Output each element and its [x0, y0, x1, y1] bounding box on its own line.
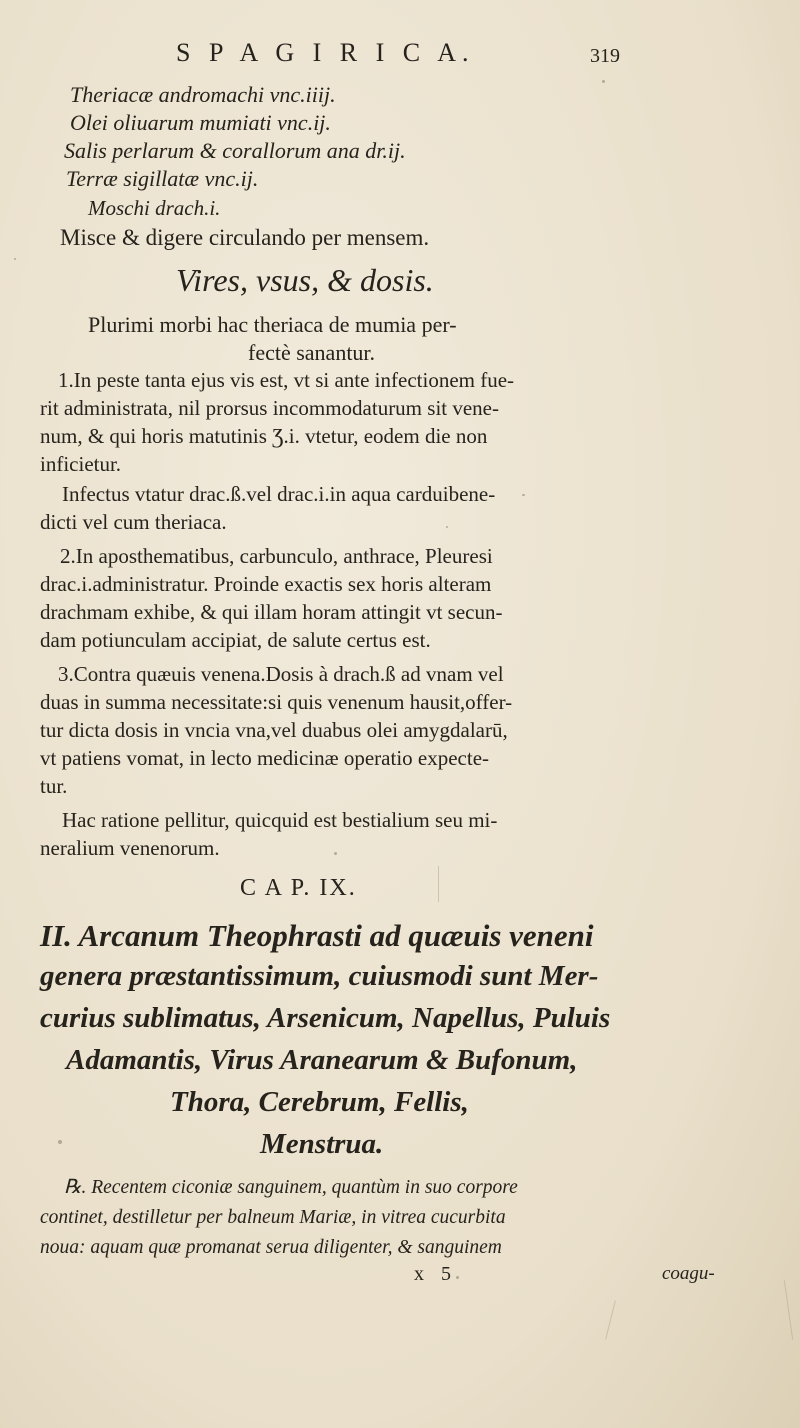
paper-speck: [446, 526, 448, 528]
body-line: dicti vel cum theriaca.: [40, 510, 227, 534]
section-title: Vires, vsus, & dosis.: [176, 262, 434, 298]
body-line: dam potiunculam accipiat, de salute certus est.: [40, 628, 431, 652]
body-line: neralium venenorum.: [40, 836, 220, 860]
recipe-line: Moschi drach.i.: [88, 196, 221, 220]
body-line: 3.Contra quæuis venena.Dosis à drach.ß ad vnam vel: [58, 662, 504, 686]
chapter-label: C A P. IX.: [240, 875, 357, 901]
body-line: Infectus vtatur drac.ß.vel drac.i.in aqua carduibene-: [62, 482, 496, 506]
running-title: S P A G I R I C A.: [176, 38, 475, 67]
paper-speck: [456, 1276, 459, 1279]
body-line: Plurimi morbi hac theriaca de mumia per-: [88, 312, 457, 337]
paper-speck: [334, 852, 337, 855]
body-line: 2.In aposthematibus, carbunculo, anthrace, Pleuresi: [60, 544, 493, 568]
misce-instruction: Misce & digere circulando per mensem.: [60, 225, 430, 250]
paper-speck: [58, 1140, 62, 1144]
body-line: tur dicta dosis in vncia vna,vel duabus olei amygdalarū,: [40, 718, 508, 742]
chapter-title-line: genera præstantissimum, cuiusmodi sunt Mer-: [40, 960, 599, 992]
paper-speck: [602, 80, 605, 83]
body-line: fectè sanantur.: [248, 340, 376, 365]
recipe-line: Theriacæ andromachi vnc.iiij.: [70, 82, 336, 107]
body-line: 1.In peste tanta ejus vis est, vt si ante infectionem fue-: [58, 368, 515, 392]
signature-mark: x 5: [414, 1263, 457, 1285]
paper-crease: [784, 1280, 793, 1340]
page-number: 319: [590, 45, 620, 67]
body-line: duas in summa necessitate:si quis venenum hausit,offer-: [40, 690, 513, 714]
paper-crease: [438, 866, 439, 902]
body-line: drachmam exhibe, & qui illam horam attingit vt secun-: [40, 600, 503, 624]
body-line: num, & qui horis matutinis Ʒ.i. vtetur, eodem die non: [40, 424, 488, 448]
paper-crease: [605, 1300, 616, 1339]
body-line: tur.: [40, 774, 68, 798]
paper-speck: [522, 494, 525, 496]
body-line: inficietur.: [40, 452, 122, 476]
recipe-line: Salis perlarum & corallorum ana dr.ij.: [64, 138, 406, 163]
paper-speck: [14, 258, 16, 260]
body-line: drac.i.administratur. Proinde exactis sex horis alteram: [40, 572, 492, 596]
chapter-title-line: Adamantis, Virus Aranearum & Bufonum,: [66, 1044, 578, 1076]
recipe-intro-line: ℞. Recentem ciconiæ sanguinem, quantùm in suo corpore: [64, 1177, 518, 1198]
catchword: coagu-: [662, 1263, 715, 1284]
recipe-line: Terræ sigillatæ vnc.ij.: [66, 166, 259, 191]
chapter-title-line: II. Arcanum Theophrasti ad quæuis veneni: [40, 918, 594, 953]
chapter-title-line: curius sublimatus, Arsenicum, Napellus, Puluis: [40, 1002, 611, 1034]
recipe-intro-line: noua: aquam quæ promanat serua diligenter, & sanguinem: [40, 1237, 502, 1258]
chapter-title-line: Menstrua.: [260, 1128, 384, 1160]
recipe-line: Olei oliuarum mumiati vnc.ij.: [70, 110, 331, 135]
body-line: rit administrata, nil prorsus incommodaturum sit vene-: [40, 396, 499, 420]
body-line: Hac ratione pellitur, quicquid est bestialium seu mi-: [62, 808, 498, 832]
chapter-title-line: Thora, Cerebrum, Fellis,: [170, 1086, 469, 1118]
recipe-intro-line: continet, destilletur per balneum Mariæ, in vitrea cucurbita: [40, 1207, 506, 1228]
body-line: vt patiens vomat, in lecto medicinæ operatio expecte-: [40, 746, 490, 770]
